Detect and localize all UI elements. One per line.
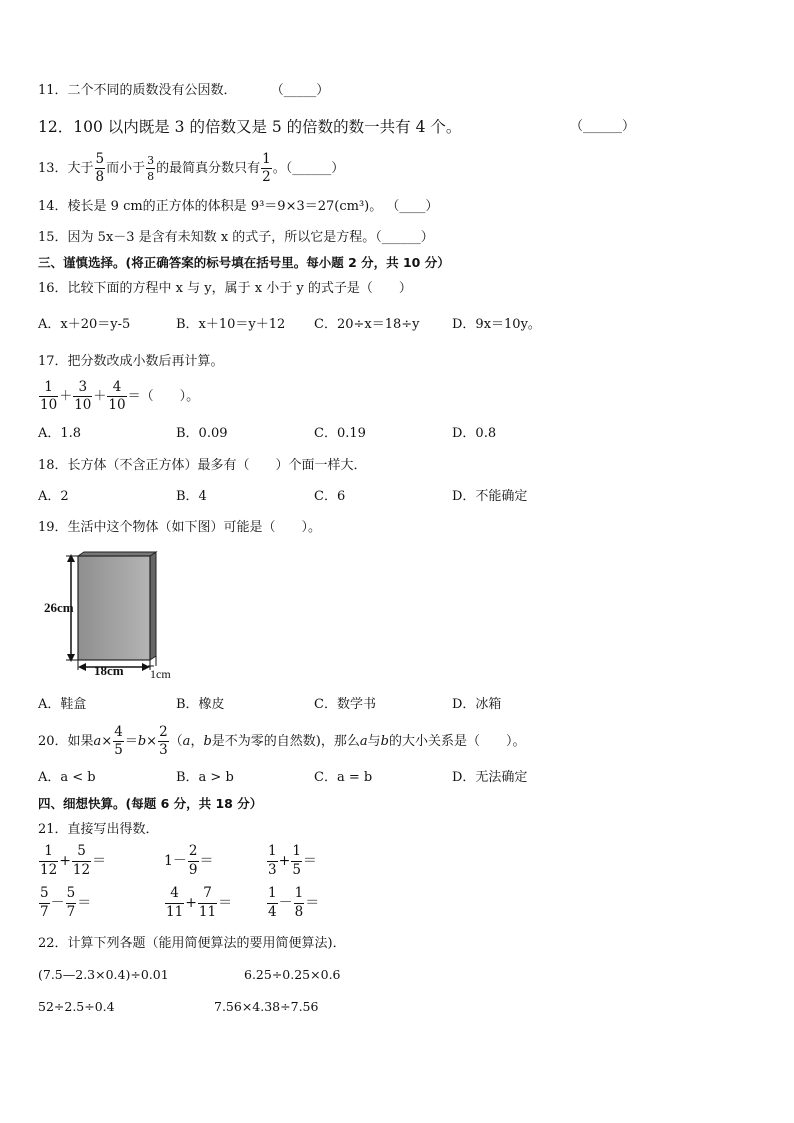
- q13-prefix: 13．大于: [38, 161, 94, 176]
- q16-option-b: B．x＋10＝y＋12: [176, 317, 286, 332]
- question-11: [38, 81, 329, 101]
- q13-fraction-3: $\frac{1}{2}$: [262, 150, 271, 185]
- q21-expr-2: 1－ $\frac{2}{9}$ ＝: [164, 843, 214, 878]
- q11-text: 11．二个不同的质数没有公因数．: [38, 83, 237, 98]
- section-4-heading: 四、细想快算。(每题 6 分，共 18 分）: [38, 796, 263, 811]
- book-front: [78, 556, 150, 660]
- book-side: [150, 552, 156, 660]
- question-14: 14．棱长是 9 cm的正方体的体积是 9³＝9×3＝27(cm³)。 （____）: [38, 199, 439, 214]
- q20-frac-2: $\frac{2}{3}$: [159, 723, 168, 758]
- q21-expr-6: $\frac{1}{4}$ － $\frac{1}{8}$ ＝: [268, 885, 320, 920]
- q17-option-b: B．0.09: [176, 426, 228, 441]
- q22-item-4: 7.56×4.38÷7.56: [214, 999, 319, 1014]
- width-label: 18cm: [94, 663, 124, 678]
- q20-option-c: C．a = b: [314, 770, 373, 785]
- q20-frac-1: $\frac{4}{5}$: [114, 723, 123, 758]
- section-3-heading: 三、谨慎选择。(将正确答案的标号填在括号里。每小题 2 分，共 10 分）: [38, 255, 450, 270]
- q16-option-d: D．9x＝10y。: [452, 317, 541, 332]
- q21-expr-4: $\frac{5}{7}$ － $\frac{5}{7}$ ＝: [40, 885, 92, 920]
- q17-option-c: C．0.19: [314, 426, 366, 441]
- q13-mid: 而小于: [106, 161, 146, 176]
- q19-option-b: B．橡皮: [176, 697, 225, 712]
- question-16: 16．比较下面的方程中 x 与 y，属于 x 小于 y 的式子是（ ）: [38, 281, 412, 296]
- q13-fraction-1: $\frac{5}{8}$: [95, 150, 105, 185]
- q18-option-b: B．4: [176, 489, 207, 504]
- q17-option-a: A．1.8: [38, 426, 82, 441]
- q17-expression: $\frac{1}{10}$ ＋ $\frac{3}{10}$ ＋ $\frac{4}{10}$ ＝（ ）。: [40, 378, 200, 413]
- question-17: 17．把分数改成小数后再计算。: [38, 354, 224, 369]
- q12-text: 12．100 以内既是 3 的倍数又是 5 的倍数的数一共有 4 个。: [38, 118, 462, 136]
- question-19: 19．生活中这个物体（如下图）可能是（ ）。: [38, 520, 322, 535]
- q22-item-2: 6.25÷0.25×0.6: [244, 967, 341, 982]
- q21-expr-1: $\frac{1}{12}$ + $\frac{5}{12}$ ＝: [40, 843, 107, 878]
- q18-option-d: D．不能确定: [452, 489, 528, 504]
- q16-option-a: A．x＋20＝y-5: [38, 317, 131, 332]
- q22-item-3: 52÷2.5÷0.4: [38, 999, 115, 1014]
- q22-item-1: (7.5—2.3×0.4)÷0.01: [38, 967, 169, 982]
- q18-option-c: C．6: [314, 489, 346, 504]
- q11-answer-blank: （_____）: [270, 83, 330, 98]
- q19-option-d: D．冰箱: [452, 697, 502, 712]
- depth-label: 1cm: [150, 667, 171, 681]
- question-15: 15．因为 5x－3 是含有未知数 x 的式子，所以它是方程。（______）: [38, 230, 434, 245]
- q17-frac-b: $\frac{3}{10}$: [74, 378, 92, 413]
- question-13: [38, 151, 344, 187]
- q20-option-d: D．无法确定: [452, 770, 528, 785]
- q17-option-d: D．0.8: [452, 426, 497, 441]
- q20-option-a: A．a < b: [38, 770, 96, 785]
- q21-expr-3: $\frac{1}{3}$ + $\frac{1}{5}$ ＝: [268, 843, 317, 878]
- q12-answer-blank: （______）: [570, 119, 636, 134]
- q17-tail: ＝（ ）。: [127, 389, 200, 404]
- question-21: 21．直接写出得数．: [38, 822, 159, 837]
- height-label: 26cm: [44, 600, 74, 615]
- question-12: [38, 117, 461, 137]
- q19-option-c: C．数学书: [314, 697, 376, 712]
- q19-option-a: A．鞋盒: [38, 697, 87, 712]
- question-22: 22．计算下列各题（能用简便算法的要用简便算法)．: [38, 936, 346, 951]
- question-20: 20．如果a× $\frac{4}{5}$ ＝b× $\frac{2}{3}$ （a，b是不为零的自然数)，那么a与b的大小关系是（ ）。: [38, 723, 526, 758]
- q17-frac-a: $\frac{1}{10}$: [40, 378, 58, 413]
- q13-suffix: 。（______）: [272, 161, 345, 176]
- q16-option-c: C．20÷x＝18÷y: [314, 317, 420, 332]
- q21-expr-5: $\frac{4}{11}$ + $\frac{7}{11}$ ＝: [166, 885, 233, 920]
- question-18: 18．长方体（不含正方体）最多有（ ）个面一样大．: [38, 458, 367, 473]
- book-figure: [40, 548, 190, 683]
- q17-frac-c: $\frac{4}{10}$: [108, 378, 126, 413]
- q18-option-a: A．2: [38, 489, 69, 504]
- q13-mid2: 的最简真分数只有: [156, 161, 261, 176]
- q20-option-b: B．a > b: [176, 770, 234, 785]
- q13-fraction-2: $\frac{3}{8}$: [147, 154, 155, 183]
